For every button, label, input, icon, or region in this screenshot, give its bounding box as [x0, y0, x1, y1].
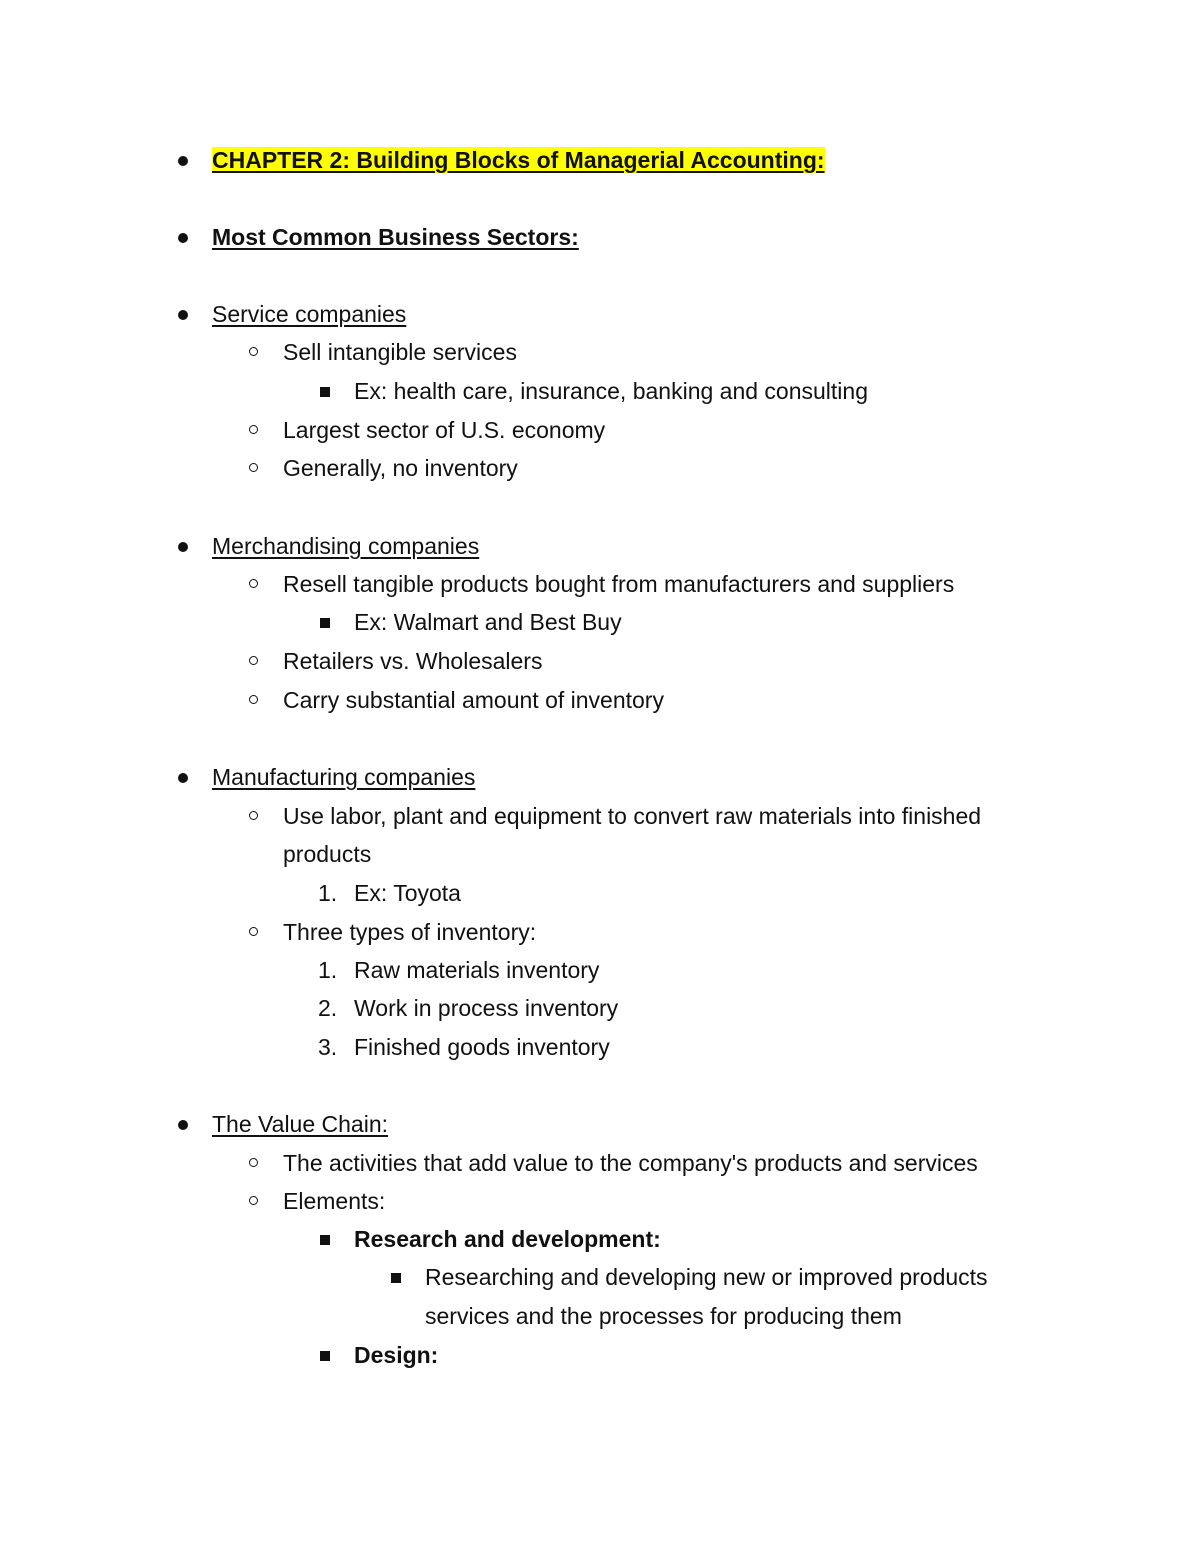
inventory-type: Raw materials inventory	[354, 957, 600, 983]
value-chain-item: Elements:	[283, 1188, 386, 1214]
sectors-heading: Most Common Business Sectors:	[212, 224, 579, 250]
bullet-disc	[178, 310, 188, 320]
bullet-disc	[178, 1120, 188, 1130]
service-item: Largest sector of U.S. economy	[283, 417, 606, 443]
bullet-circle	[249, 463, 258, 472]
bullet-square	[320, 618, 330, 628]
bullet-circle	[249, 1196, 258, 1205]
bullet-square	[320, 1235, 330, 1245]
merch-example: Ex: Walmart and Best Buy	[354, 609, 622, 635]
manuf-heading: Manufacturing companies	[212, 764, 476, 790]
inventory-type: Finished goods inventory	[354, 1034, 610, 1060]
manuf-example: Ex: Toyota	[354, 880, 461, 906]
value-chain-item: The activities that add value to the company's products and services	[283, 1150, 978, 1176]
bullet-square	[320, 1351, 330, 1361]
bullet-disc	[178, 542, 188, 552]
bullet-circle	[249, 695, 258, 704]
bullet-circle	[249, 1158, 258, 1167]
list-number: 3.	[318, 1034, 338, 1060]
chapter-title: CHAPTER 2: Building Blocks of Managerial Accounting:	[212, 147, 825, 173]
service-item: Generally, no inventory	[283, 455, 518, 481]
rd-description: Researching and developing new or improved products	[425, 1264, 988, 1290]
bullet-circle	[249, 347, 258, 356]
bullet-circle	[249, 927, 258, 936]
bullet-circle	[249, 811, 258, 820]
bullet-circle	[249, 656, 258, 665]
rd-heading: Research and development:	[354, 1226, 661, 1252]
bullet-circle	[249, 425, 258, 434]
merch-heading: Merchandising companies	[212, 533, 480, 559]
list-number: 2.	[318, 995, 338, 1021]
bullet-disc	[178, 773, 188, 783]
design-heading: Design:	[354, 1342, 439, 1368]
bullet-circle	[249, 579, 258, 588]
bullet-disc	[178, 156, 188, 166]
service-heading: Service companies	[212, 301, 407, 327]
manuf-item: Three types of inventory:	[283, 919, 537, 945]
merch-item: Resell tangible products bought from manufacturers and suppliers	[283, 571, 955, 597]
merch-item: Carry substantial amount of inventory	[283, 687, 664, 713]
manuf-item: Use labor, plant and equipment to convert raw materials into finished	[283, 803, 982, 829]
service-item: Sell intangible services	[283, 339, 517, 365]
bullet-square	[320, 387, 330, 397]
value-chain-heading: The Value Chain:	[212, 1111, 389, 1137]
list-number: 1.	[318, 880, 338, 906]
inventory-type: Work in process inventory	[354, 995, 619, 1021]
merch-item: Retailers vs. Wholesalers	[283, 648, 543, 674]
service-example: Ex: health care, insurance, banking and consulting	[354, 378, 868, 404]
bullet-square	[391, 1273, 401, 1283]
rd-description-cont: services and the processes for producing them	[425, 1303, 902, 1329]
bullet-disc	[178, 233, 188, 243]
manuf-item-cont: products	[283, 841, 372, 867]
list-number: 1.	[318, 957, 338, 983]
